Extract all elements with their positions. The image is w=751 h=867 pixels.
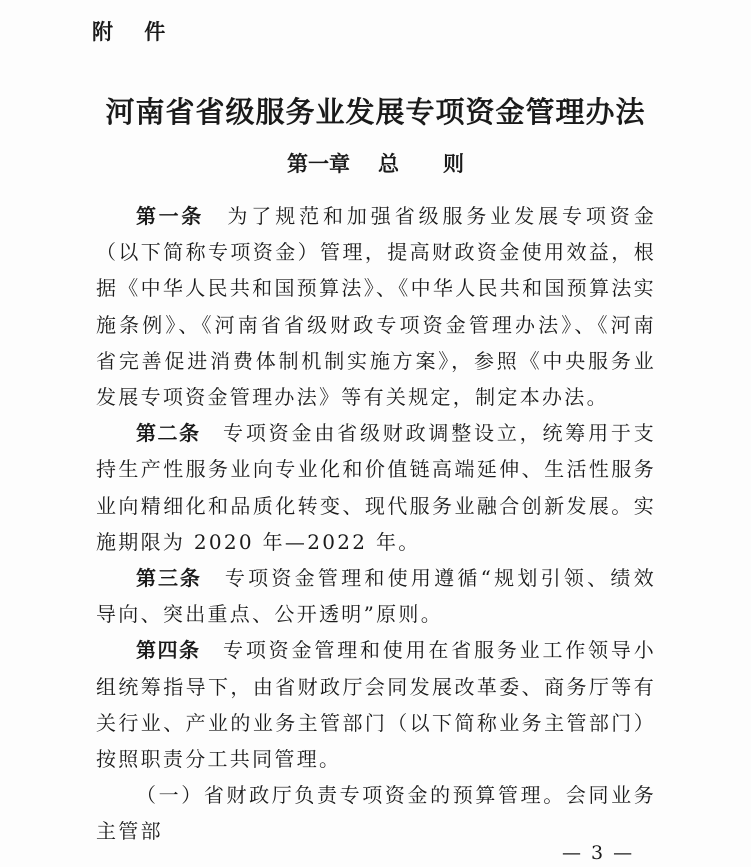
document-body — [96, 198, 656, 850]
article-text: 专项资金由省级财政调整设立，统筹用于支持生产性服务业向专业化和价值链高端延伸、生活性服务业向精细化和品质化转变、现代服务业融合创新发展。实施期限为 2020 年—2022 年。 — [96, 421, 657, 554]
article-label: 第二条 — [136, 421, 201, 446]
article-text: 专项资金管理和使用遵循“规划引领、绩效导向、突出重点、公开透明”原则。 — [96, 566, 656, 627]
clause-1: （一）省财政厅负责专项资金的预算管理。会同业务主管部 — [96, 783, 656, 844]
page-number: — 3 — — [562, 842, 635, 864]
article-text: 专项资金管理和使用在省服务业工作领导小组统筹指导下，由省财政厅会同发展改革委、商务厅等有关行业、产业的业务主管部门（以下简称业务主管部门）按照职责分工共同管理。 — [96, 638, 657, 772]
article-4 — [96, 632, 656, 777]
chapter-heading — [0, 148, 751, 178]
article-label: 第一条 — [136, 204, 204, 228]
article-label: 第三条 — [136, 566, 202, 591]
document-title: 河南省省级服务业发展专项资金管理办法 — [105, 95, 646, 129]
chapter-number: 第一章 — [287, 152, 350, 176]
chapter-name-part2: 则 — [443, 152, 464, 176]
article-text: 为了规范和加强省级服务业发展专项资金（以下简称专项资金）管理，提高财政资金使用效益，根据《中华人民共和国预算法》、《中华人民共和国预算法实施条例》、《河南省省级财政专项资金管理办法》、《河南省完善促进消费体制机制实施方案》，参照《中央服务业发展专项资金管理办法》等有关规定，制定本办法。 — [96, 204, 657, 410]
chapter-name-part1: 总 — [378, 152, 399, 176]
article-2 — [96, 415, 656, 560]
article-1 — [96, 198, 656, 415]
attachment-label: 附 件 — [92, 20, 178, 44]
article-3 — [96, 560, 656, 632]
article-label: 第四条 — [136, 638, 201, 663]
